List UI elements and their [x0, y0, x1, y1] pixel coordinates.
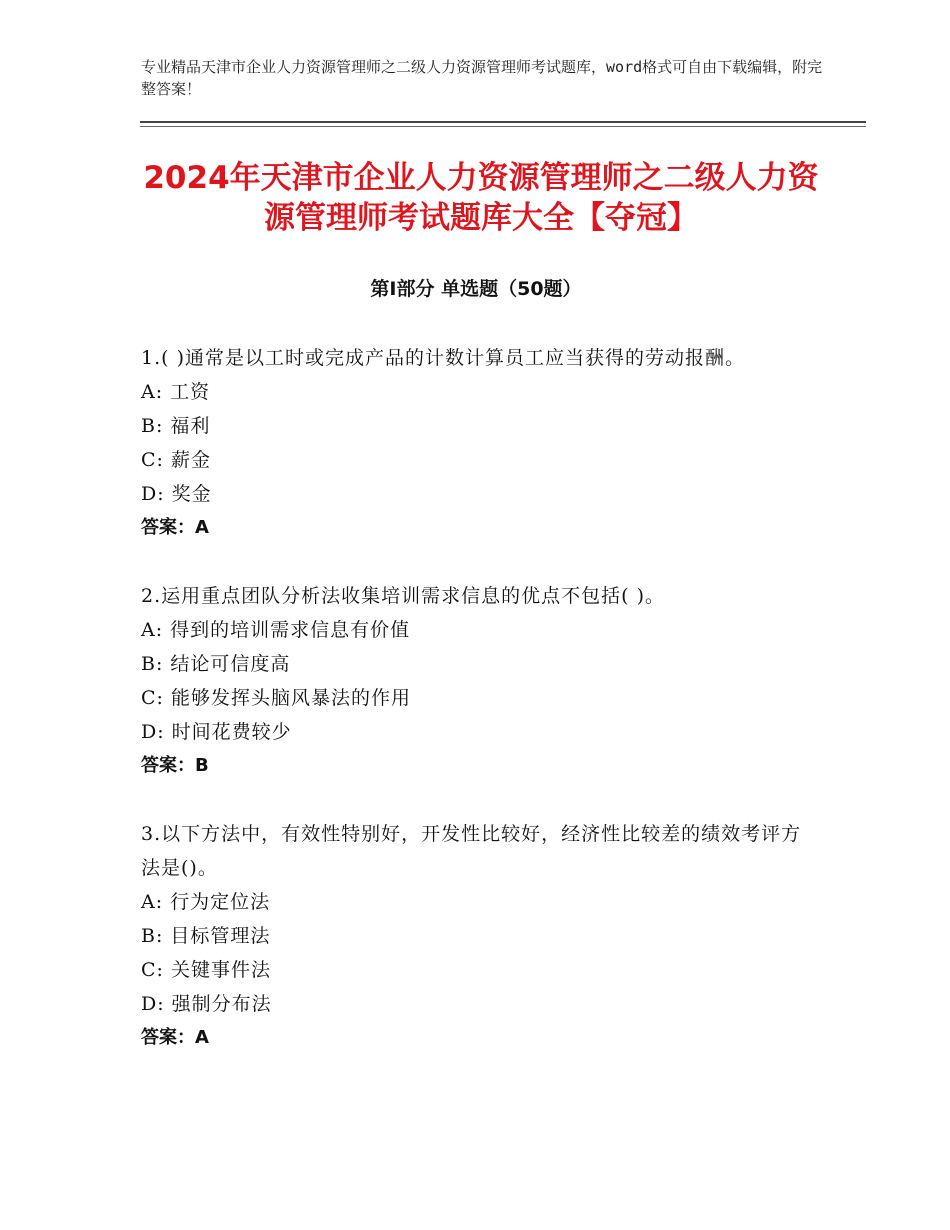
question-stem: 3.以下方法中，有效性特别好，开发性比较好，经济性比较差的绩效考评方法是()。: [141, 823, 802, 879]
question-stem: 2.运用重点团队分析法收集培训需求信息的优点不包括( )。: [141, 585, 665, 607]
option-a: A: 得到的培训需求信息有价值: [141, 619, 411, 641]
answer: 答案：B: [141, 755, 209, 776]
question-list: [141, 341, 821, 1089]
option-d: D: 强制分布法: [141, 993, 272, 1015]
question-stem: 1.( )通常是以工时或完成产品的计数计算员工应当获得的劳动报酬。: [141, 347, 745, 369]
answer: 答案：A: [141, 1027, 209, 1048]
header-divider-thick: [140, 121, 866, 123]
option-b: B: 福利: [141, 415, 211, 437]
option-c: C: 能够发挥头脑风暴法的作用: [141, 687, 411, 709]
option-d: D: 奖金: [141, 483, 212, 505]
section-heading: 第I部分 单选题（50题）: [370, 278, 582, 300]
document-title: 2024年天津市企业人力资源管理师之二级人力资源管理师考试题库大全【夺冠】: [143, 160, 819, 236]
question-3: [141, 817, 821, 1055]
option-d: D: 时间花费较少: [141, 721, 292, 743]
question-2: [141, 579, 821, 783]
option-b: B: 结论可信度高: [141, 653, 291, 675]
option-c: C: 薪金: [141, 449, 211, 471]
option-a: A: 工资: [141, 381, 211, 403]
question-1: [141, 341, 821, 545]
option-b: B: 目标管理法: [141, 925, 271, 947]
option-c: C: 关键事件法: [141, 959, 271, 981]
header-note: 专业精品天津市企业人力资源管理师之二级人力资源管理师考试题库，word格式可自由下载编辑，附完整答案！: [141, 58, 823, 98]
answer: 答案：A: [141, 517, 209, 538]
header-divider-thin: [140, 126, 866, 127]
option-a: A: 行为定位法: [141, 891, 271, 913]
